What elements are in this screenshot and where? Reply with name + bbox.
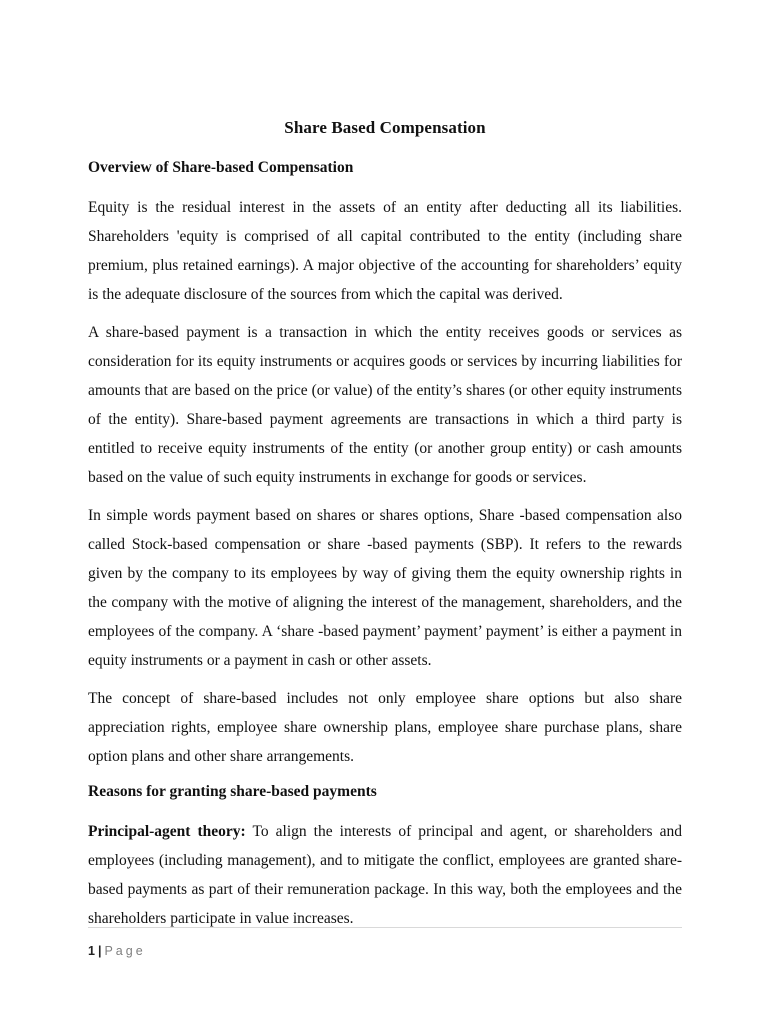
document-title: Share Based Compensation (284, 118, 486, 137)
overview-heading: Overview of Share-based Compensation (88, 159, 354, 176)
overview-paragraph-concept: The concept of share-based includes not only employee share options but also share appreciation rights, employee share ownership plans, employee share purchase plans, share option plans and other share arrangements. (88, 690, 682, 765)
footer-separator: | (97, 944, 102, 958)
page-number: 1 (88, 944, 95, 958)
reasons-heading: Reasons for granting share-based payments (88, 783, 377, 800)
page-label: Page (104, 944, 146, 958)
page-content (88, 118, 682, 942)
principal-agent-paragraph (88, 817, 682, 933)
principal-agent-text: To align the interests of principal and agent, or shareholders and employees (including management), and to mitigate the conflict, employees are granted share-based payments as part of their remuneration package. In this way, both the employees and the shareholders participate in value increases. (88, 823, 682, 927)
page-footer (88, 944, 146, 958)
footer-divider (88, 927, 682, 928)
overview-paragraph-simple-words: In simple words payment based on shares or shares options, Share -based compensation also called Stock-based compensation or share -based payments (SBP). It refers to the rewards given by the company to its employees by way of giving them the equity ownership rights in the company with the motive of aligning the interest of the management, shareholders, and the employees of the company. A ‘share -based payment’ payment’ payment’ is either a payment in equity instruments or a payment in cash or other assets. (88, 507, 682, 669)
overview-paragraph-equity: Equity is the residual interest in the assets of an entity after deducting all its liabilities. Shareholders 'equity is comprised of all capital contributed to the entity (including share premium, plus retained earnings). A major objective of the accounting for shareholders’ equity is the adequate disclosure of the sources from which the capital was derived. (88, 199, 682, 303)
principal-agent-lead: Principal-agent theory: (88, 823, 246, 840)
overview-paragraph-share-based-payment: A share-based payment is a transaction in which the entity receives goods or services as consideration for its equity instruments or acquires goods or services by incurring liabilities for amounts that are based on the price (or value) of the entity’s shares (or other equity instruments of the entity). Share-based payment agreements are transactions in which a third party is entitled to receive equity instruments of the entity (or another group entity) or cash amounts based on the value of such equity instruments in exchange for goods or services. (88, 324, 682, 486)
